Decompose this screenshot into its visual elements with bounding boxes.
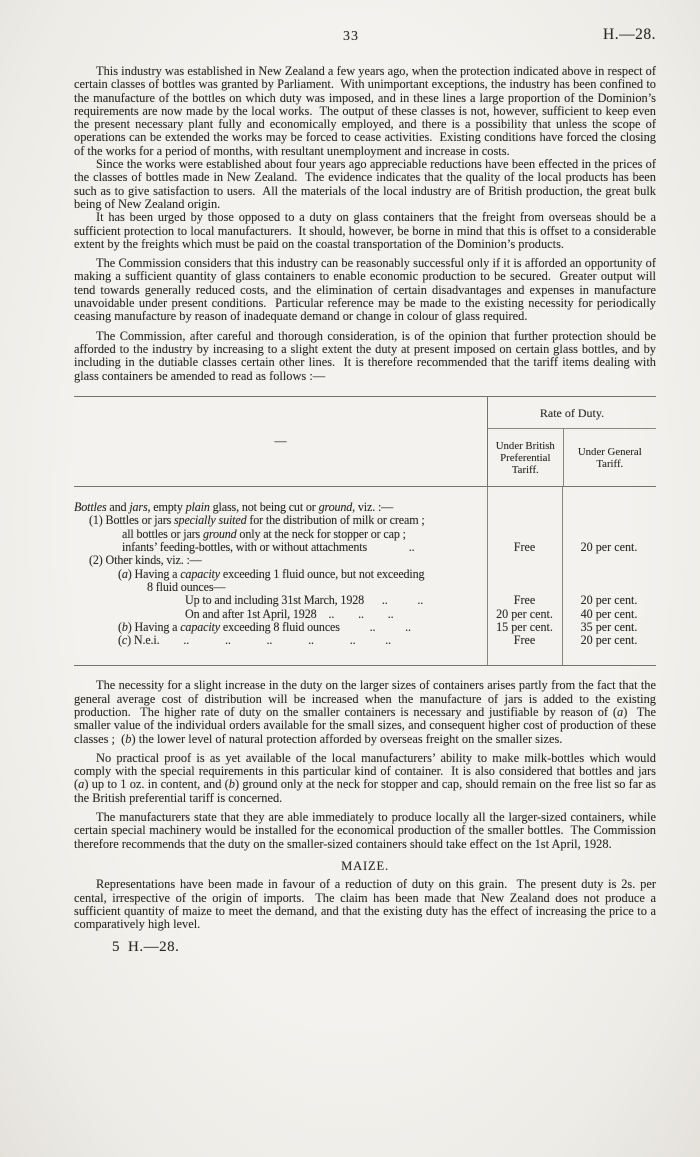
- table-row: [74, 634, 656, 647]
- table-row: [74, 528, 656, 541]
- column-rule: [562, 487, 563, 665]
- general-rate-cell: [562, 554, 656, 567]
- paragraph: It has been urged by those opposed to a duty on glass containers that the freight from overseas should be a sufficient protection to local manufacturers. It should, however, be borne in mind that this is offset to a considerable extent by the freights which must be paid on the coastal transportation of the Dominion’s products.: [74, 210, 656, 251]
- page-number: 33: [343, 29, 359, 44]
- british-preferential-rate-cell: [487, 568, 562, 581]
- table-row: [74, 554, 656, 567]
- table-body: [74, 486, 656, 665]
- paragraph: Since the works were established about four years ago appreciable reductions have been effected in the prices of the classes of bottles made in New Zealand. The evidence indicates that the quality of the local products has been such as to give satisfaction to users. All the materials of the local industry are of British production, the great bulk being of New Zealand origin.: [74, 157, 656, 211]
- table-header: [74, 397, 656, 486]
- item-description-cell: (1) Bottles or jars specially suited for the distribution of milk or cream ;: [89, 513, 425, 528]
- item-description-cell: On and after 1st April, 1928 .. .. ..: [185, 606, 394, 621]
- british-preferential-rate-cell: [487, 528, 562, 541]
- table-row: [74, 501, 656, 514]
- paragraph: This industry was established in New Zealand a few years ago, when the protection indicated above in respect of certain classes of bottles was granted by Parliament. With unimportant exceptions, the industry has been confined to the manufacture of the bottles on which duty was imposed, and in these lines a large proportion of the Dominion’s requirements are now made by the local works. The output of these classes is not, however, sufficient to keep even the present necessary plant fully and economically employed, and there is a possibility that unless the scope of operations can be extended the works may be forced to cease activities. Existing conditions have forced the closing of the works for a period of months, with resultant unemployment and increase in costs.: [74, 64, 656, 158]
- paragraph: No practical proof is as yet available of the local manufacturers’ ability to make milk-bottles which would comply with the special requirements in this particular kind of container. It is also considered that bottles and jars (a) up to 1 oz. in content, and (b) ground only at the neck for stopper and cap, should remain on the free list so far as the British preferential tariff is concerned.: [74, 750, 656, 805]
- paragraph: The Commission considers that this industry can be reasonably successful only if it is afforded an opportunity of making a sufficient quantity of glass containers to enable economic production to be secured. Greater output will tend towards generally reduced costs, and the elimination of certain disadvantages and expenses in manufacture unavoidable under present conditions. Particular reference may be made to the existing necessity for periodically ceasing manufacture by reason of inadequate demand or change in colour of glass required.: [74, 256, 656, 324]
- table-row: [74, 621, 656, 634]
- duty-header-group: [487, 397, 656, 486]
- general-rate-cell: [562, 514, 656, 527]
- item-description-cell: Bottles and jars, empty plain glass, not being cut or ground, viz. :—: [74, 500, 394, 515]
- item-description-cell: (a) Having a capacity exceeding 1 fluid ounce, but not exceeding: [118, 566, 425, 581]
- table-row: [74, 594, 656, 607]
- british-preferential-rate-cell: 15 per cent.: [496, 619, 553, 634]
- post-table-text: [74, 679, 656, 851]
- duty-subheaders: [488, 429, 656, 486]
- rate-of-duty-header: Rate of Duty.: [488, 397, 656, 429]
- british-preferential-rate-cell: [487, 501, 562, 514]
- general-rate-cell: 35 per cent.: [580, 619, 638, 634]
- paragraph: The necessity for a slight increase in the duty on the larger sizes of containers arises partly from the fact that the general average cost of distribution will be increased when the manufacture of jars is added to the existing production. The higher rate of duty on the smaller containers is necessary and justifiable by reason of (a) The smaller value of the individual orders available for the small sizes, and consequent higher cost of production of these classes ; (b) the lower level of natural protection afforded by overseas freight on the smaller sizes.: [74, 678, 656, 746]
- column-header-general: Under General Tariff.: [563, 429, 656, 486]
- table-row: [74, 608, 656, 621]
- page-header: [74, 26, 656, 52]
- page-content: [74, 26, 656, 956]
- document-reference: H.—28.: [603, 26, 656, 43]
- tariff-table: [74, 396, 656, 667]
- paragraph: Representations have been made in favour of a reduction of duty on this grain. The present duty is 2s. per cental, irrespective of the origin of imports. The claim has been made that New Zealand does not produce a sufficient quantity of maize to meet the demand, and that the existing duty has the effect of increasing the price to a comparatively high level.: [74, 877, 656, 932]
- general-rate-cell: 20 per cent.: [580, 593, 638, 608]
- british-preferential-rate-cell: [487, 581, 562, 594]
- paragraph: The manufacturers state that they are able immediately to produce locally all the larger-sized containers, while certain special machinery would be installed for the economical production of the smaller bottles. The Commission therefore recommends that the duty on the smaller-sized containers should take effect on the 1st April, 1928.: [74, 810, 656, 851]
- item-description-cell: (b) Having a capacity exceeding 8 fluid ounces .. ..: [118, 619, 411, 634]
- column-rule: [487, 487, 488, 665]
- section-heading-maize: MAIZE.: [341, 858, 389, 873]
- body-text: [74, 65, 656, 383]
- description-header-cell: [74, 397, 487, 486]
- item-description-cell: (2) Other kinds, viz. :—: [89, 553, 202, 568]
- general-rate-cell: 20 per cent.: [580, 633, 638, 648]
- general-rate-cell: 20 per cent.: [580, 540, 638, 555]
- column-header-british-preferential: Under British Preferential Tariff.: [495, 439, 555, 476]
- table-row: [74, 514, 656, 527]
- british-preferential-rate-cell: [487, 554, 562, 567]
- item-description-cell: 8 fluid ounces—: [147, 579, 226, 594]
- blank-column-dash: —: [274, 433, 287, 448]
- british-preferential-rate-cell: [487, 514, 562, 527]
- paragraph: The Commission, after careful and thorough consideration, is of the opinion that further protection should be afforded to the industry by increasing to a slight extent the duty at present imposed on certain glass bottles, and by including in the dutiable classes certain other lines. It is therefore recommended that the tariff items dealing with glass containers be amended to read as follows :—: [74, 328, 656, 383]
- british-preferential-rate-cell: Free: [513, 540, 536, 555]
- item-description-cell: infants’ feeding-bottles, with or without attachments ..: [122, 540, 415, 555]
- footer-signature: 5 H.—28.: [112, 939, 180, 956]
- table-row: [74, 541, 656, 554]
- general-rate-cell: 40 per cent.: [580, 606, 638, 621]
- general-rate-cell: [562, 581, 656, 594]
- item-description-cell: all bottles or jars ground only at the neck for stopper or cap ;: [122, 526, 406, 541]
- item-description-cell: Up to and including 31st March, 1928 .. ..: [185, 593, 424, 608]
- british-preferential-rate-cell: Free: [513, 633, 536, 648]
- general-rate-cell: [562, 501, 656, 514]
- table-row: [74, 581, 656, 594]
- british-preferential-rate-cell: Free: [513, 593, 536, 608]
- table-row: [74, 568, 656, 581]
- british-preferential-rate-cell: 20 per cent.: [496, 606, 553, 621]
- item-description-cell: (c) N.e.i. .. .. .. .. .. ..: [118, 633, 391, 648]
- general-rate-cell: [562, 528, 656, 541]
- general-rate-cell: [562, 568, 656, 581]
